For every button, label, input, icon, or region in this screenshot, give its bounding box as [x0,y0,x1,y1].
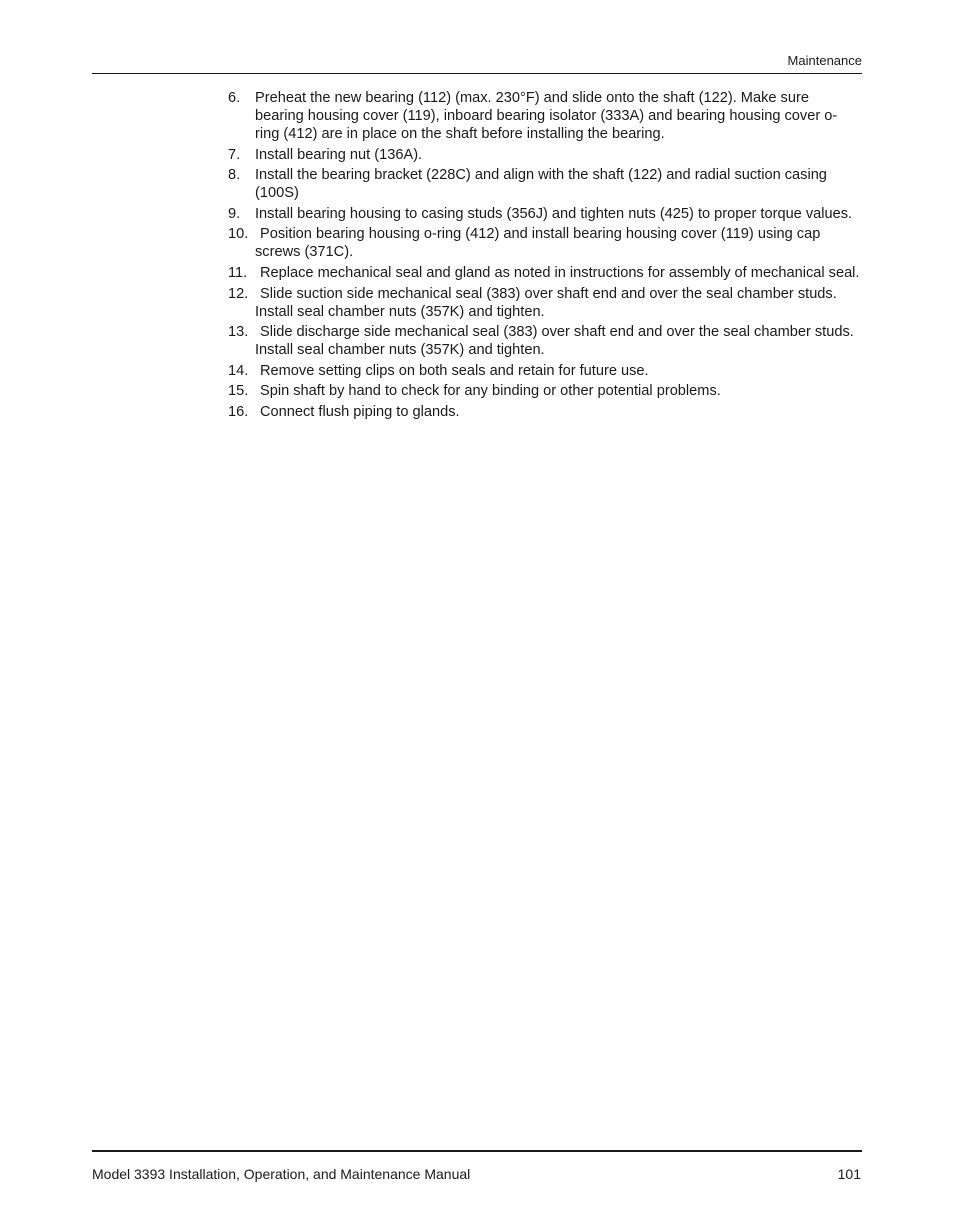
step-number: 16. [228,403,249,420]
step-text: Spin shaft by hand to check for any binding or other potential problems. [260,383,721,400]
step-text: Install bearing nut (136A). [255,146,423,163]
list-item [228,205,860,223]
step-number: 11. [228,264,248,281]
step-number: 6. [228,90,241,106]
step-number: 8. [228,167,241,184]
step-number: 9. [228,205,241,222]
list-item [228,285,860,321]
step-text: Remove setting clips on both seals and retain for future use. [260,362,649,379]
list-item [228,403,860,421]
list-item [228,323,860,359]
step-text: Slide discharge side mechanical seal (383) over shaft end and over the seal chamber studs. Install seal chamber nuts (357K) and tighten. [255,324,854,359]
step-number: 13. [228,324,249,341]
list-item [228,382,860,400]
step-text: Position bearing housing o-ring (412) and install bearing housing cover (119) using cap screws (371C). [255,226,821,261]
step-number: 12. [228,285,249,302]
step-text: Replace mechanical seal and gland as noted in instructions for assembly of mechanical seal. [260,264,860,281]
step-text: Connect flush piping to glands. [260,403,460,420]
step-number: 14. [228,362,249,379]
list-item [228,146,860,164]
header-divider [92,73,862,74]
footer-divider [92,1150,862,1152]
list-item [228,362,860,380]
list-item [228,166,860,202]
step-text: Install the bearing bracket (228C) and align with the shaft (122) and radial suction casing (100S) [255,167,827,202]
list-item [228,89,860,143]
header-section-title: Maintenance [787,53,862,68]
step-number: 15. [228,383,249,400]
procedure-step-list [228,89,860,424]
step-text: Slide suction side mechanical seal (383) over shaft end and over the seal chamber studs. Install seal chamber nuts (357K) and tighten. [255,285,837,320]
list-item [228,225,860,261]
step-text: Preheat the new bearing (112) (max. 230°F) and slide onto the shaft (122). Make sure bearing housing cover (119), inboard bearing isolator (333A) and bearing housing cover o-ring (412) are in place on the shaft before installing the bearing. [255,90,838,142]
footer-manual-title: Model 3393 Installation, Operation, and Maintenance Manual [92,1166,471,1182]
list-item [228,264,860,282]
step-text: Install bearing housing to casing studs (356J) and tighten nuts (425) to proper torque values. [255,205,853,222]
step-number: 10. [228,226,249,243]
page-number: 101 [837,1166,861,1182]
step-number: 7. [228,146,241,163]
